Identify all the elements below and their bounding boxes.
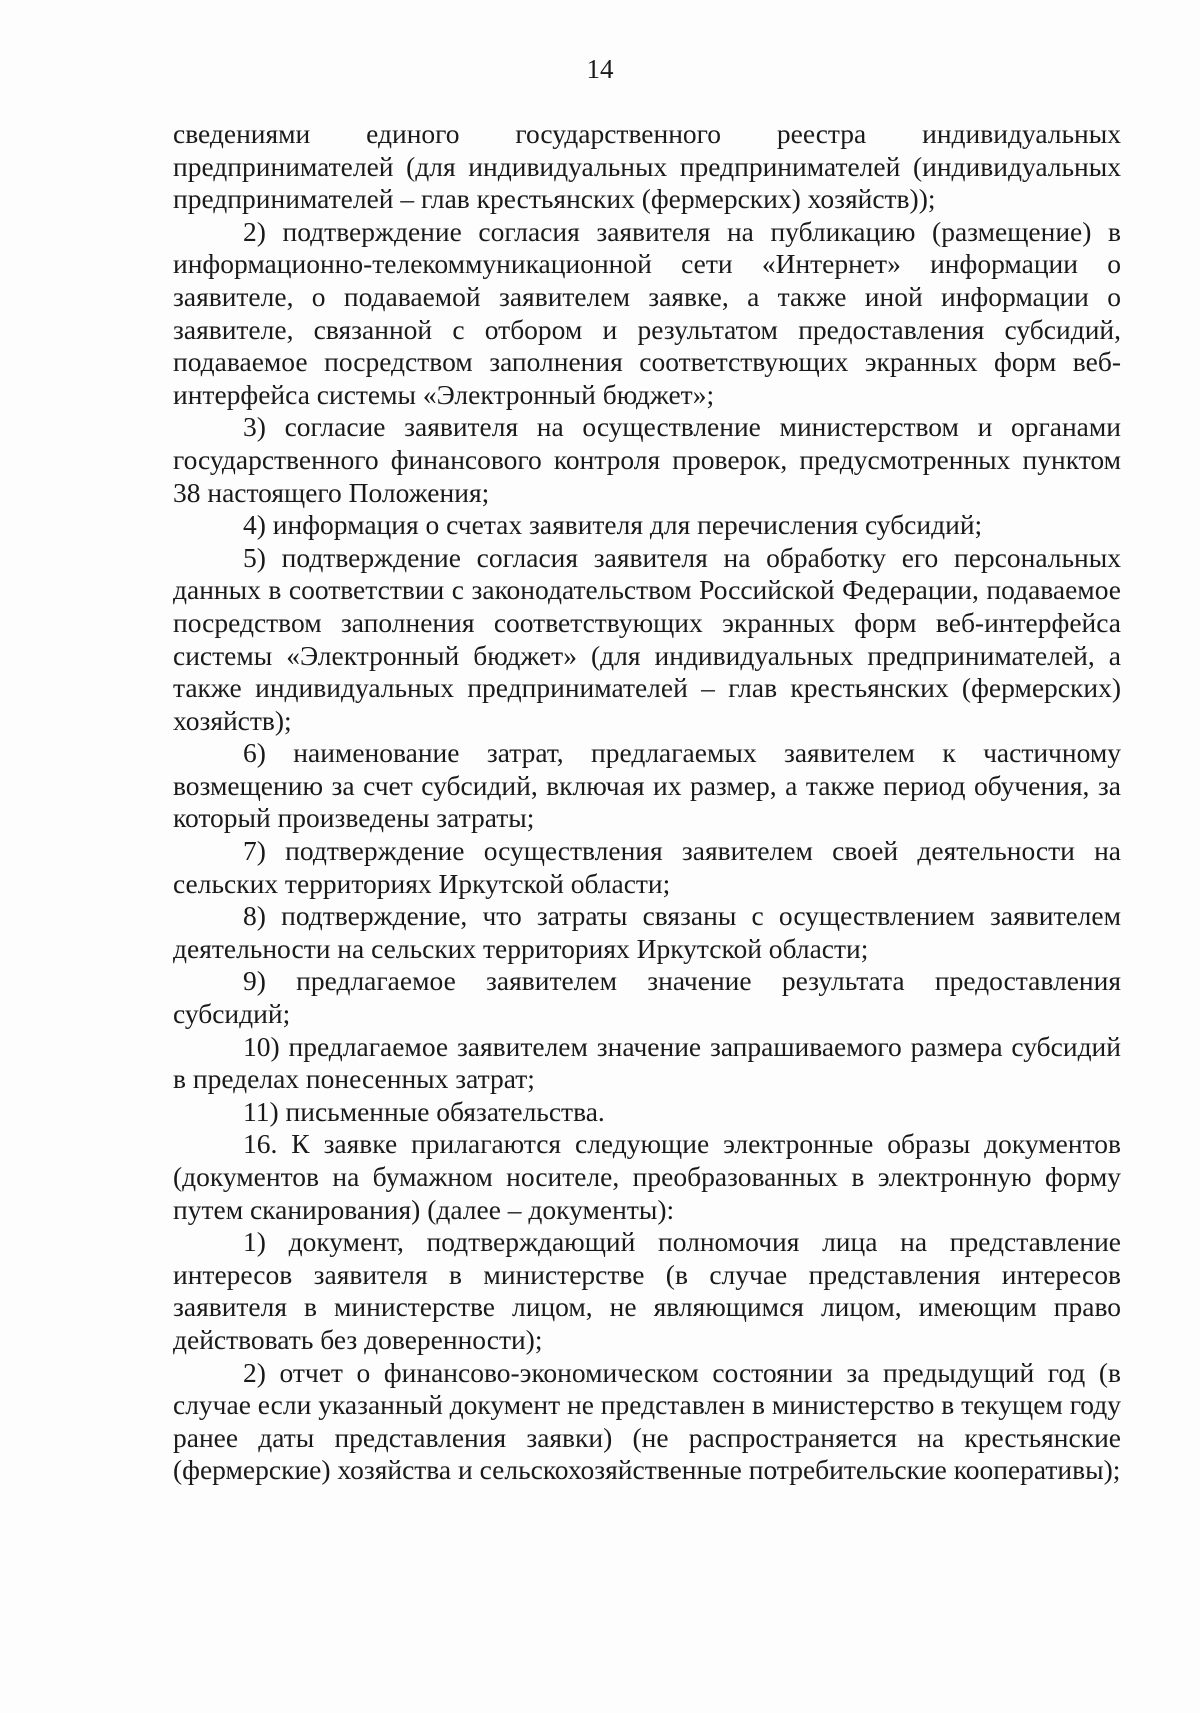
paragraph: 5) подтверждение согласия заявителя на обработку его персональных данных в соответствии с законодательством Российской Федерации, подаваемое посредством заполнения соответствующих экранных форм веб-интерфейса системы «Электронный бюджет» (для индивидуальных предпринимателей, а также индивидуальных предпринимателей – глав крестьянских (фермерских) хозяйств); xyxy=(173,541,1121,736)
paragraph: 2) подтверждение согласия заявителя на публикацию (размещение) в информационно-телекоммуникационной сети «Интернет» информации о заявителе, о подаваемой заявителем заявке, а также иной информации о заявителе, связанной с отбором и результатом предоставления субсидий, подаваемое посредством заполнения соответствующих экранных форм веб-интерфейса системы «Электронный бюджет»; xyxy=(173,215,1121,410)
paragraph: сведениями единого государственного реестра индивидуальных предпринимателей (для индивидуальных предпринимателей (индивидуальных предпринимателей – глав крестьянских (фермерских) хозяйств)); xyxy=(173,118,1121,215)
paragraph: 16. К заявке прилагаются следующие электронные образы документов (документов на бумажном носителе, преобразованных в электронную форму путем сканирования) (далее – документы): xyxy=(173,1128,1121,1225)
paragraph: 8) подтверждение, что затраты связаны с осуществлением заявителем деятельности на сельских территориях Иркутской области; xyxy=(173,900,1121,964)
paragraph: 4) информация о счетах заявителя для перечисления субсидий; xyxy=(243,509,983,541)
page-number: 14 xyxy=(586,54,614,84)
paragraph: 9) предлагаемое заявителем значение результата предоставления субсидий; xyxy=(173,965,1121,1030)
paragraph: 11) письменные обязательства. xyxy=(243,1095,605,1127)
paragraph: 1) документ, подтверждающий полномочия лица на представление интересов заявителя в министерстве (в случае представления интересов заявителя в министерстве лицом, не являющимся лицом, имеющим право действовать без доверенности); xyxy=(173,1226,1121,1355)
paragraph: 3) согласие заявителя на осуществление министерством и органами государственного финансового контроля проверок, предусмотренных пунктом 38 настоящего Положения; xyxy=(173,411,1121,508)
paragraph: 10) предлагаемое заявителем значение запрашиваемого размера субсидий в пределах понесенных затрат; xyxy=(173,1030,1121,1095)
paragraph: 2) отчет о финансово-экономическом состоянии за предыдущий год (в случае если указанный документ не представлен в министерство в текущем году ранее даты представления заявки) (не распространяется на крестьянские (фермерские) хозяйства и сельскохозяйственные потребительские кооперативы); xyxy=(173,1356,1121,1486)
paragraph: 7) подтверждение осуществления заявителем своей деятельности на сельских территориях Иркутской области; xyxy=(173,835,1121,899)
paragraph: 6) наименование затрат, предлагаемых заявителем к частичному возмещению за счет субсидий, включая их размер, а также период обучения, за который произведены затраты; xyxy=(173,737,1121,834)
document-body xyxy=(173,118,1121,1487)
